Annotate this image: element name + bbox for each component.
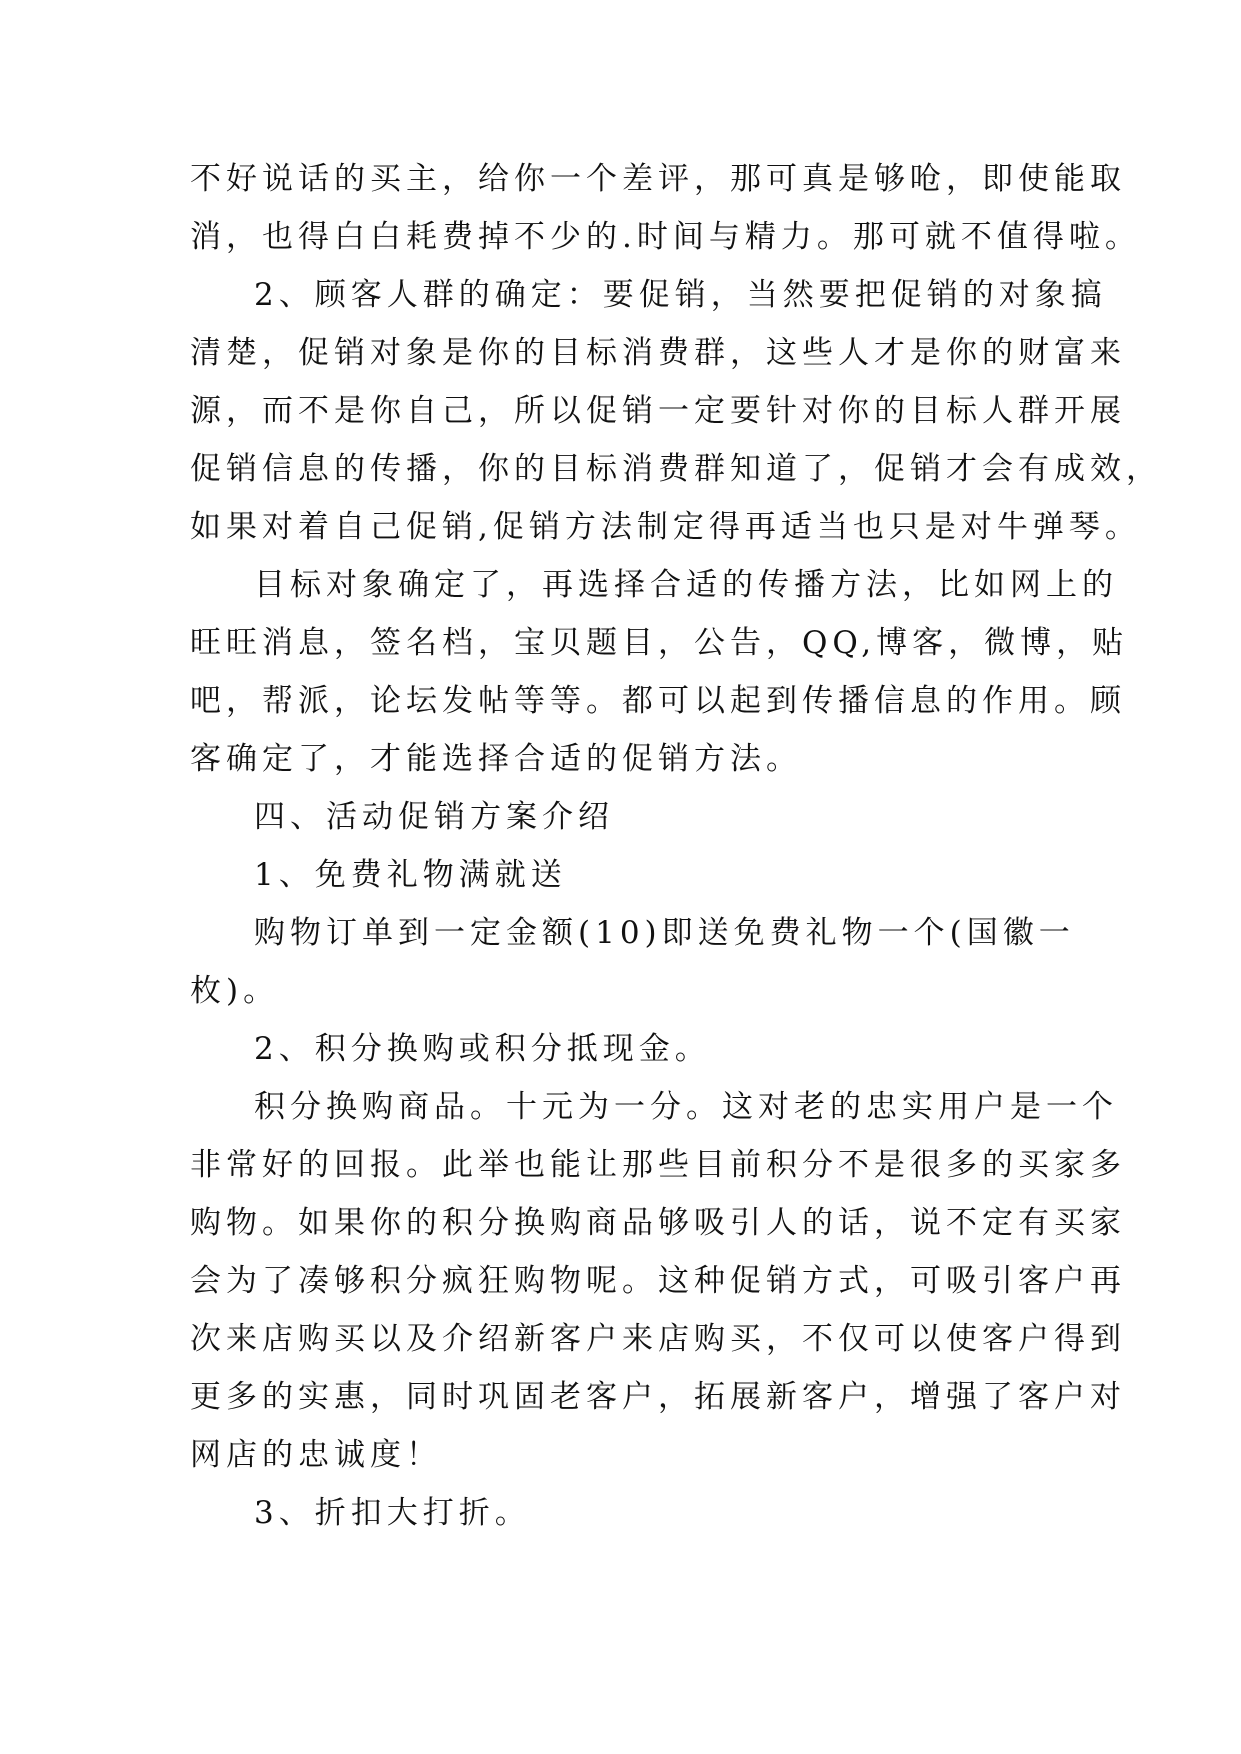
text-line: 促销信息的传播，你的目标消费群知道了，促销才会有成效， bbox=[190, 451, 1162, 487]
text-line: 网店的忠诚度！ bbox=[190, 1437, 442, 1473]
text-line: 非常好的回报。此举也能让那些目前积分不是很多的买家多 bbox=[190, 1147, 1126, 1183]
text-line: 源，而不是你自己，所以促销一定要针对你的目标人群开展 bbox=[190, 393, 1126, 429]
document-body bbox=[190, 150, 1162, 1542]
text-line: 会为了凑够积分疯狂购物呢。这种促销方式，可吸引客户再 bbox=[190, 1263, 1126, 1299]
subsection-heading: 3、折扣大打折。 bbox=[254, 1495, 531, 1531]
text-line: 目标对象确定了，再选择合适的传播方法，比如网上的 bbox=[254, 567, 1118, 603]
text-line: 不好说话的买主，给你一个差评，那可真是够呛，即使能取 bbox=[190, 161, 1126, 197]
text-line: 旺旺消息，签名档，宝贝题目，公告，QQ,博客，微博，贴 bbox=[190, 625, 1129, 661]
text-line: 枚)。 bbox=[190, 973, 280, 1009]
text-line: 清楚，促销对象是你的目标消费群，这些人才是你的财富来 bbox=[190, 335, 1126, 371]
text-line: 吧，帮派，论坛发帖等等。都可以起到传播信息的作用。顾 bbox=[190, 683, 1126, 719]
text-line: 购物订单到一定金额(10)即送免费礼物一个(国徽一 bbox=[254, 915, 1075, 951]
text-line: 客确定了，才能选择合适的促销方法。 bbox=[190, 741, 802, 777]
text-line: 2、顾客人群的确定：要促销，当然要把促销的对象搞 bbox=[254, 277, 1107, 313]
text-line: 更多的实惠，同时巩固老客户，拓展新客户，增强了客户对 bbox=[190, 1379, 1126, 1415]
text-line: 积分换购商品。十元为一分。这对老的忠实用户是一个 bbox=[254, 1089, 1118, 1125]
subsection-heading: 1、免费礼物满就送 bbox=[254, 857, 567, 893]
text-line: 如果对着自己促销,促销方法制定得再适当也只是对牛弹琴。 bbox=[190, 509, 1141, 545]
text-line: 购物。如果你的积分换购商品够吸引人的话，说不定有买家 bbox=[190, 1205, 1126, 1241]
text-line: 消，也得白白耗费掉不少的.时间与精力。那可就不值得啦。 bbox=[190, 219, 1141, 255]
subsection-heading: 2、积分换购或积分抵现金。 bbox=[254, 1031, 711, 1067]
text-line: 次来店购买以及介绍新客户来店购买，不仅可以使客户得到 bbox=[190, 1321, 1126, 1357]
section-heading: 四、活动促销方案介绍 bbox=[254, 799, 614, 835]
